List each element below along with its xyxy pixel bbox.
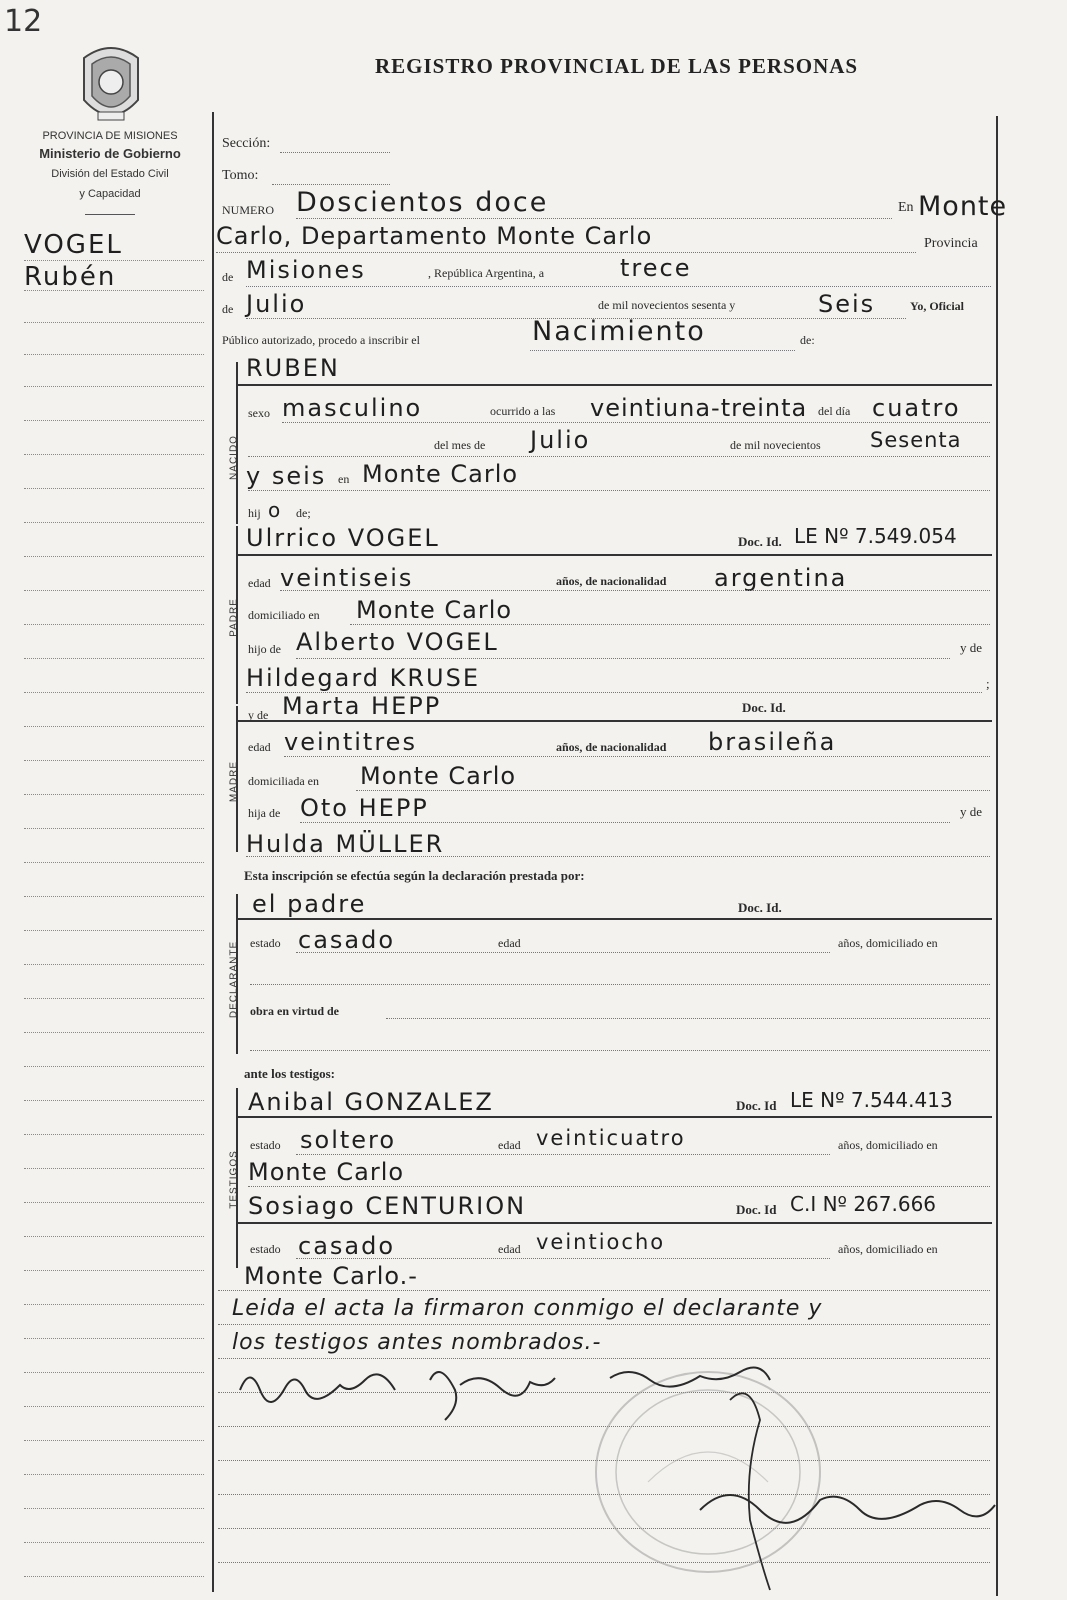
label-edad-witness2: edad [498,1242,521,1256]
section-label-declarante: DECLARANTE [228,940,240,1019]
birth-year-a: Sesenta [870,428,962,452]
page-number: 12 [4,4,43,39]
father-name: Ulrrico VOGEL [246,524,440,552]
child-gender-suffix: o [268,498,283,522]
father-address: Monte Carlo [356,596,513,624]
org-line-1: PROVINCIA DE MISIONES [42,130,178,142]
father-age: veintiseis [280,564,414,592]
act-day: trece [620,254,692,282]
label-doc-father: Doc. Id. [738,534,782,549]
witness2-status: casado [298,1232,396,1260]
label-edad-mother: edad [248,740,271,754]
label-domiciliado-father: domiciliado en [248,608,320,622]
act-year-suffix: Seis [818,290,876,318]
witness2-name: Sosiago CENTURION [248,1192,527,1220]
section-label-nacido: NACIDO [228,435,240,480]
label-provincia: Provincia [924,236,978,251]
coat-of-arms-seal [76,40,146,130]
father-doc: LE Nº 7.549.054 [794,524,957,548]
mother-mother: Hulda MÜLLER [246,830,445,858]
birth-place: Monte Carlo [362,460,519,488]
father-mother: Hildegard KRUSE [246,664,481,692]
act-type: Nacimiento [532,316,706,347]
act-place-a: Monte [918,191,1008,222]
label-estado-witness1: estado [250,1138,281,1152]
frame-left-border [212,112,214,1592]
label-testigos: ante los testigos: [244,1066,335,1081]
label-de-colon: de: [800,333,815,347]
org-line-4: y Capacidad [79,188,141,200]
label-edad-declarant: edad [498,936,521,950]
mother-nationality: brasileña [708,728,837,756]
witness1-name: Anibal GONZALEZ [248,1088,494,1116]
signatures [230,1360,1000,1600]
label-anos-nac-mother: años, de nacionalidad [556,740,667,754]
mother-name: Marta HEPP [282,692,442,720]
label-doc-witness2: Doc. Id [736,1202,777,1217]
label-yo-oficial: Yo, Oficial [910,299,964,313]
mother-address: Monte Carlo [360,762,517,790]
label-hija-de: hija de [248,806,281,820]
label-en2: en [338,472,350,486]
label-edad-father: edad [248,576,271,590]
label-y-de-mother: y de [248,708,269,722]
child-name: RUBEN [246,354,340,382]
label-en: En [898,200,914,215]
label-republica: , República Argentina, a [428,266,545,280]
act-month: Julio [246,290,307,318]
mother-age: veintitres [284,728,417,756]
label-y-de-mother2: y de [960,804,983,819]
act-place-b: Carlo, Departamento Monte Carlo [216,222,653,250]
org-line-2: Ministerio de Gobierno [39,146,181,161]
label-anos-nac-father: años, de nacionalidad [556,574,667,588]
birth-year-b: y seis [246,462,327,490]
witness2-address: Monte Carlo.- [244,1262,418,1290]
declarant-who: el padre [252,890,367,918]
act-province: Misiones [246,256,366,284]
father-father: Alberto VOGEL [296,628,499,656]
label-sexo: sexo [248,406,270,420]
mother-father: Oto HEPP [300,794,429,822]
closing-line-1: Leida el acta la firmaron conmigo el declarante y [232,1296,823,1321]
father-nationality: argentina [714,564,848,592]
label-domiciliada: domiciliada en [248,774,319,788]
margin-given-name: Rubén [24,262,117,292]
declarant-status: casado [298,926,396,954]
label-hijo: hij [248,506,261,520]
label-de-2: de [222,302,234,316]
child-sex: masculino [282,394,423,422]
label-hijo-de: hijo de [248,642,281,656]
witness1-address: Monte Carlo [248,1158,405,1186]
label-semicolon: ; [986,676,990,691]
label-del-dia: del día [818,404,851,418]
label-publico: Público autorizado, procedo a inscribir el [222,333,420,347]
label-numero: NUMERO [222,203,275,217]
label-mil: de mil novecientos sesenta y [598,298,736,312]
label-obra: obra en virtud de [250,1004,340,1018]
label-del-mes: del mes de [434,438,486,452]
label-anos-dom-declarant: años, domiciliado en [838,936,938,950]
label-anos-dom-witness1: años, domiciliado en [838,1138,938,1152]
label-ocurrido: ocurrido a las [490,404,556,418]
section-label-madre: MADRE [228,760,240,803]
witness1-status: soltero [300,1126,397,1154]
org-line-3: División del Estado Civil [51,168,169,180]
label-tomo: Tomo: [222,168,259,183]
label-anos-dom-witness2: años, domiciliado en [838,1242,938,1256]
label-de-1: de [222,270,234,284]
label-seccion: Sección: [222,136,271,151]
witness2-doc: C.I Nº 267.666 [790,1192,937,1216]
label-estado-witness2: estado [250,1242,281,1256]
label-declaracion: Esta inscripción se efectúa según la declaración prestada por: [244,868,585,883]
label-doc-mother: Doc. Id. [742,700,786,715]
birth-time: veintiuna-treinta [590,394,808,422]
birth-day: cuatro [872,394,961,422]
act-number: Doscientos doce [296,187,549,218]
witness1-age: veinticuatro [536,1126,686,1150]
label-y-de-father: y de [960,640,983,655]
label-doc-witness1: Doc. Id [736,1098,777,1113]
section-label-padre: PADRE [228,598,240,637]
label-estado-declarant: estado [250,936,281,950]
witness2-age: veintiocho [536,1230,666,1254]
witness1-doc: LE Nº 7.544.413 [790,1088,953,1112]
document-title: REGISTRO PROVINCIAL DE LAS PERSONAS [375,54,859,78]
label-edad-witness1: edad [498,1138,521,1152]
margin-surname: VOGEL [24,230,123,260]
section-label-testigos: TESTIGOS [228,1150,240,1209]
closing-line-2: los testigos antes nombrados.- [232,1330,602,1355]
birth-month: Julio [530,426,591,454]
label-doc-declarant: Doc. Id. [738,900,782,915]
label-de-semicolon: de; [296,506,311,520]
label-mil2: de mil novecientos [730,438,821,452]
